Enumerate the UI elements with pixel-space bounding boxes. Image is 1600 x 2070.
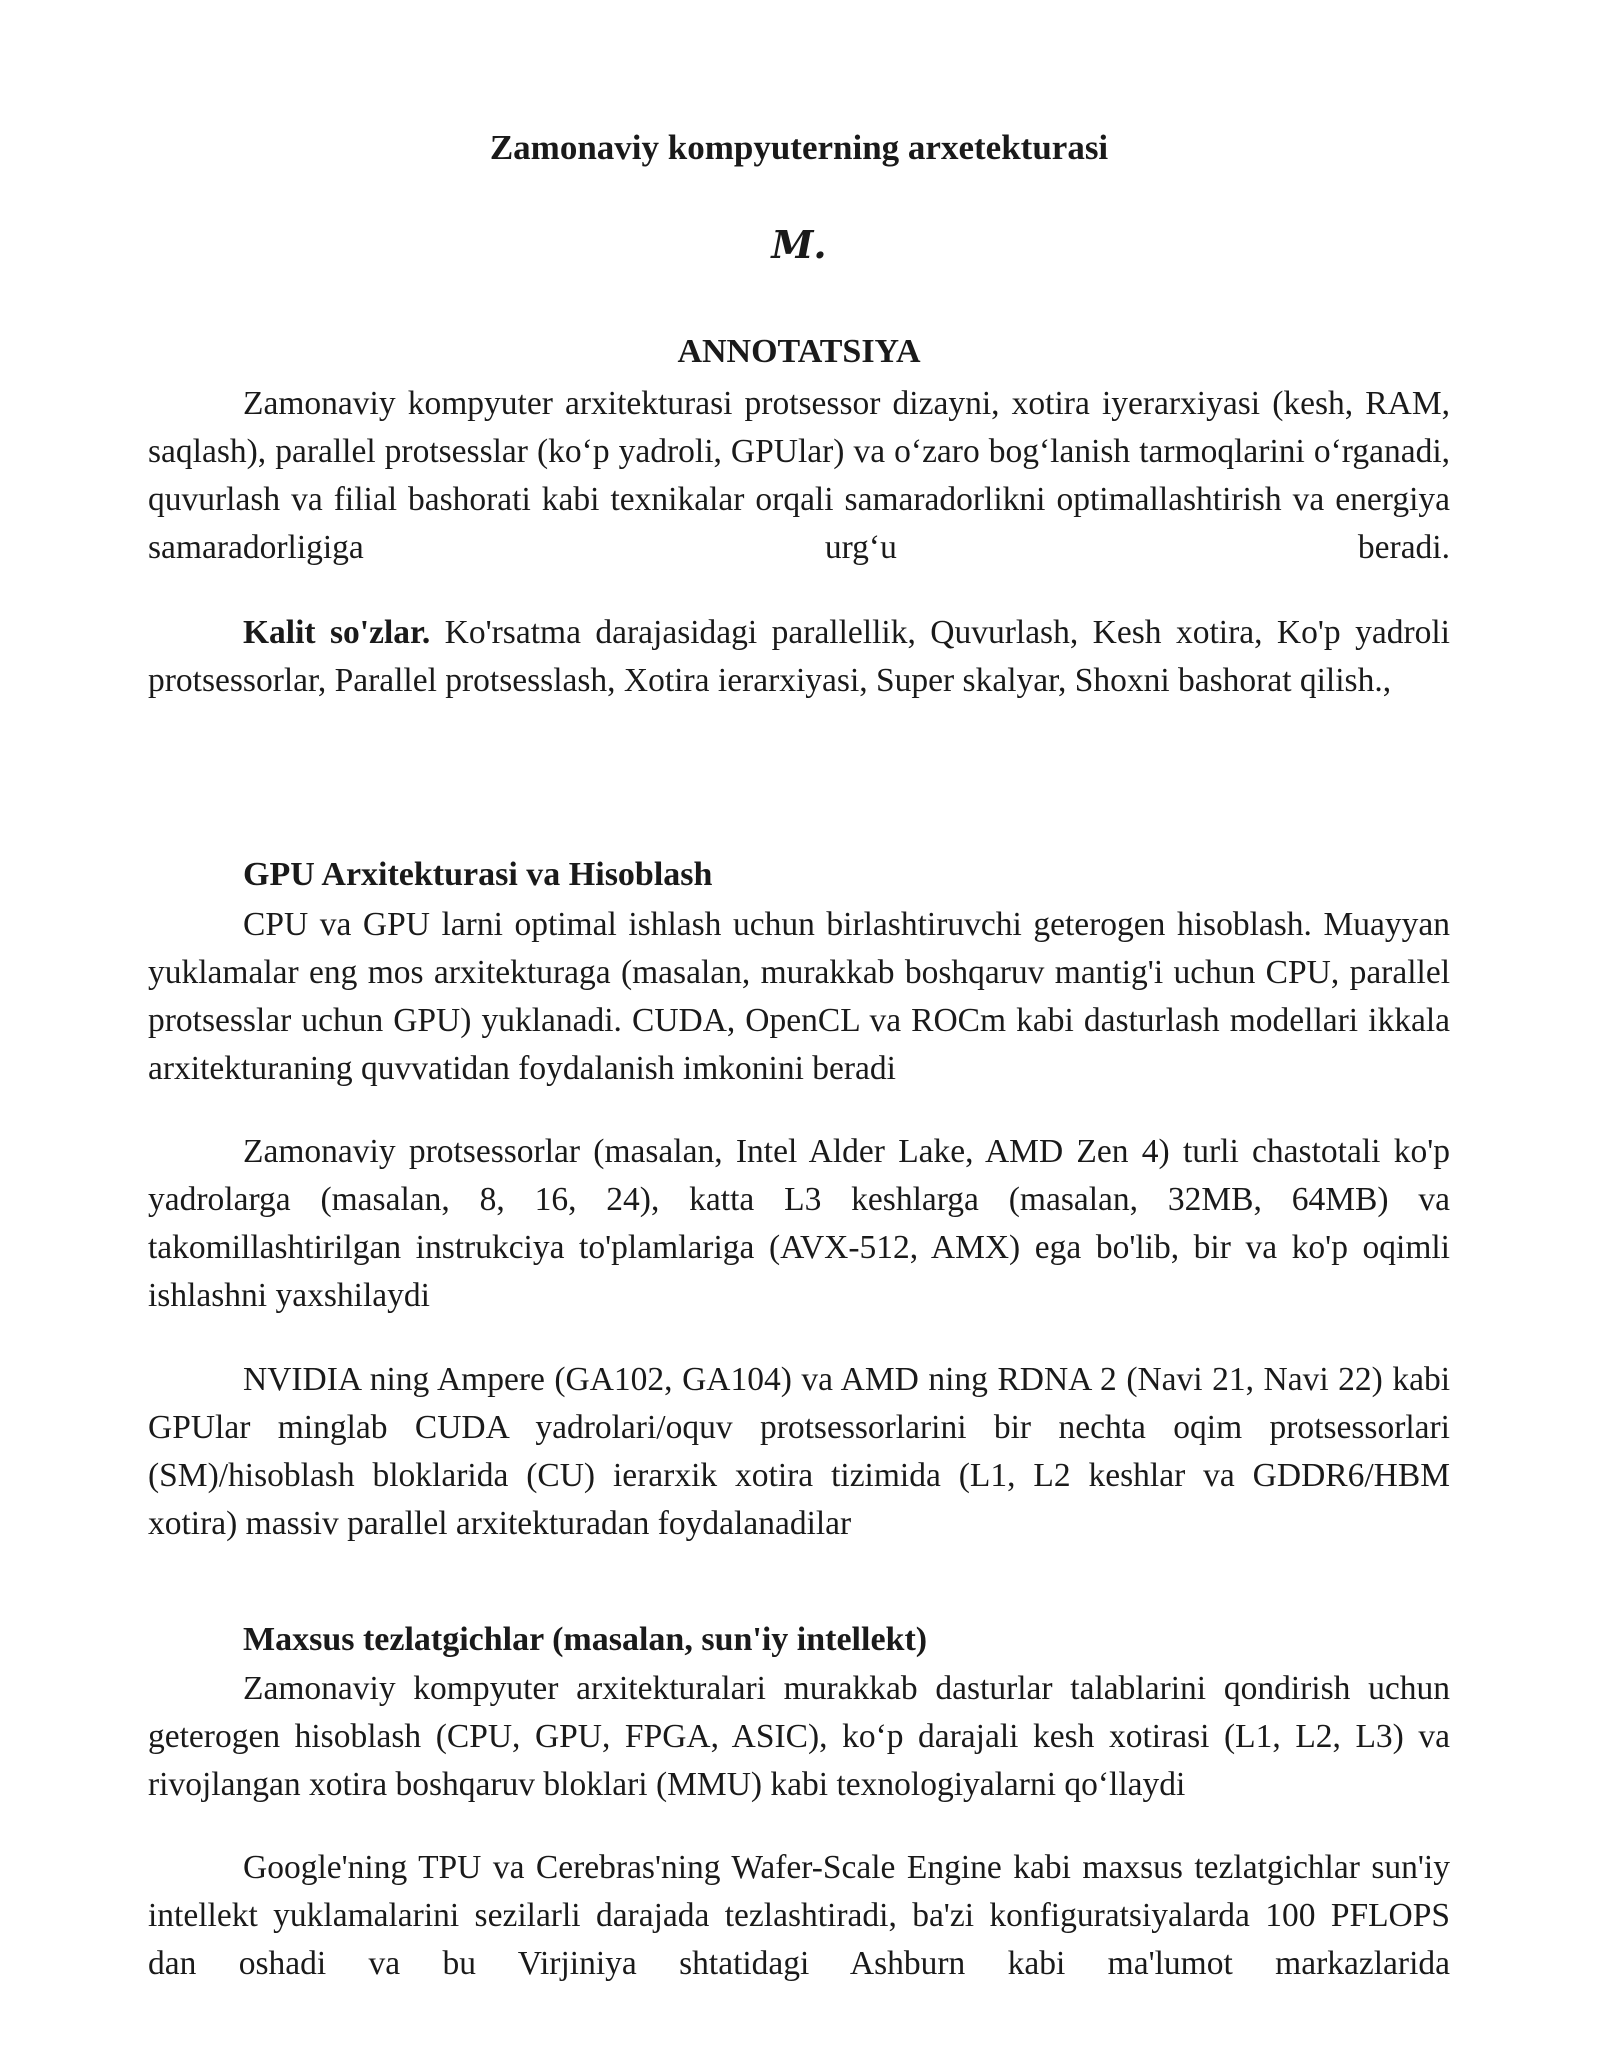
section-paragraph: Google'ning TPU va Cerebras'ning Wafer-Scale Engine kabi maxsus tezlatgichlar sun'iy intellekt yuklamalarini sezilarli darajada tezlashtiradi, ba'zi konfiguratsiyalarda 100 PFLOPS dan oshadi va bu Virjiniya shtatidagi Ashburn kabi ma'lumot markazlarida bbox=[148, 1849, 1450, 1982]
section-paragraph: Zamonaviy protsessorlar (masalan, Intel Alder Lake, AMD Zen 4) turli chastotali ko'p yadrolarga (masalan, 8, 16, 24), katta L3 keshlarga (masalan, 32MB, 64MB) va takomillashtirilgan instrukciya to'plamlariga (AVX-512, AMX) ega bo'lib, bir va ko'p oqimli ishlashni yaxshilaydi bbox=[148, 1133, 1450, 1314]
author-name: M. bbox=[771, 222, 827, 267]
section-paragraph: CPU va GPU larni optimal ishlash uchun birlashtiruvchi geterogen hisoblash. Muayyan yuklamalar eng mos arxitekturaga (masalan, murakkab boshqaruv mantig'i uchun CPU, parallel protsesslar uchun GPU) yuklanadi. CUDA, OpenCL va ROCm kabi dasturlash modellari ikkala arxitekturaning quvvatidan foydalanish imkonini beradi bbox=[148, 906, 1450, 1087]
section-heading-accelerators: Maxsus tezlatgichlar (masalan, sun'iy intellekt) bbox=[243, 1621, 928, 1658]
section-paragraph: NVIDIA ning Ampere (GA102, GA104) va AMD ning RDNA 2 (Navi 21, Navi 22) kabi GPUlar minglab CUDA yadrolari/oquv protsessorlarini bir nechta oqim protsessorlari (SM)/hisoblash bloklarida (CU) ierarxik xotira tizimida (L1, L2 keshlar va GDDR6/HBM xotira) massiv parallel arxitekturadan foydalanadilar bbox=[148, 1361, 1450, 1542]
keywords-text: Ko'rsatma darajasidagi parallellik, Quvurlash, Kesh xotira, Ko'p yadroli protsessorlar, Parallel protsesslash, Xotira ierarxiyasi, Super skalyar, Shoxni bashorat qilish., bbox=[148, 614, 1450, 699]
keywords-paragraph bbox=[148, 609, 1450, 705]
annotation-paragraph: Zamonaviy kompyuter arxitekturasi protsessor dizayni, xotira iyerarxiyasi (kesh, RAM, saqlash), parallel protsesslar (ko‘p yadroli, GPUlar) va o‘zaro bog‘lanish tarmoqlarini o‘rganadi, quvurlash va filial bashorati kabi texnikalar orqali samaradorlikni optimallashtirish va energiya samaradorligiga urg‘u beradi. bbox=[148, 385, 1450, 566]
section-heading-gpu: GPU Arxitekturasi va Hisoblash bbox=[243, 856, 713, 893]
keywords-label: Kalit so'zlar. bbox=[243, 614, 431, 651]
section-paragraph: Zamonaviy kompyuter arxitekturalari murakkab dasturlar talablarini qondirish uchun geterogen hisoblash (CPU, GPU, FPGA, ASIC), ko‘p darajali kesh xotirasi (L1, L2, L3) va rivojlangan xotira boshqaruv bloklari (MMU) kabi texnologiyalarni qo‘llaydi bbox=[148, 1670, 1450, 1803]
document-title: Zamonaviy kompyuterning arxetekturasi bbox=[489, 128, 1109, 167]
annotation-heading: ANNOTATSIYA bbox=[677, 333, 921, 370]
